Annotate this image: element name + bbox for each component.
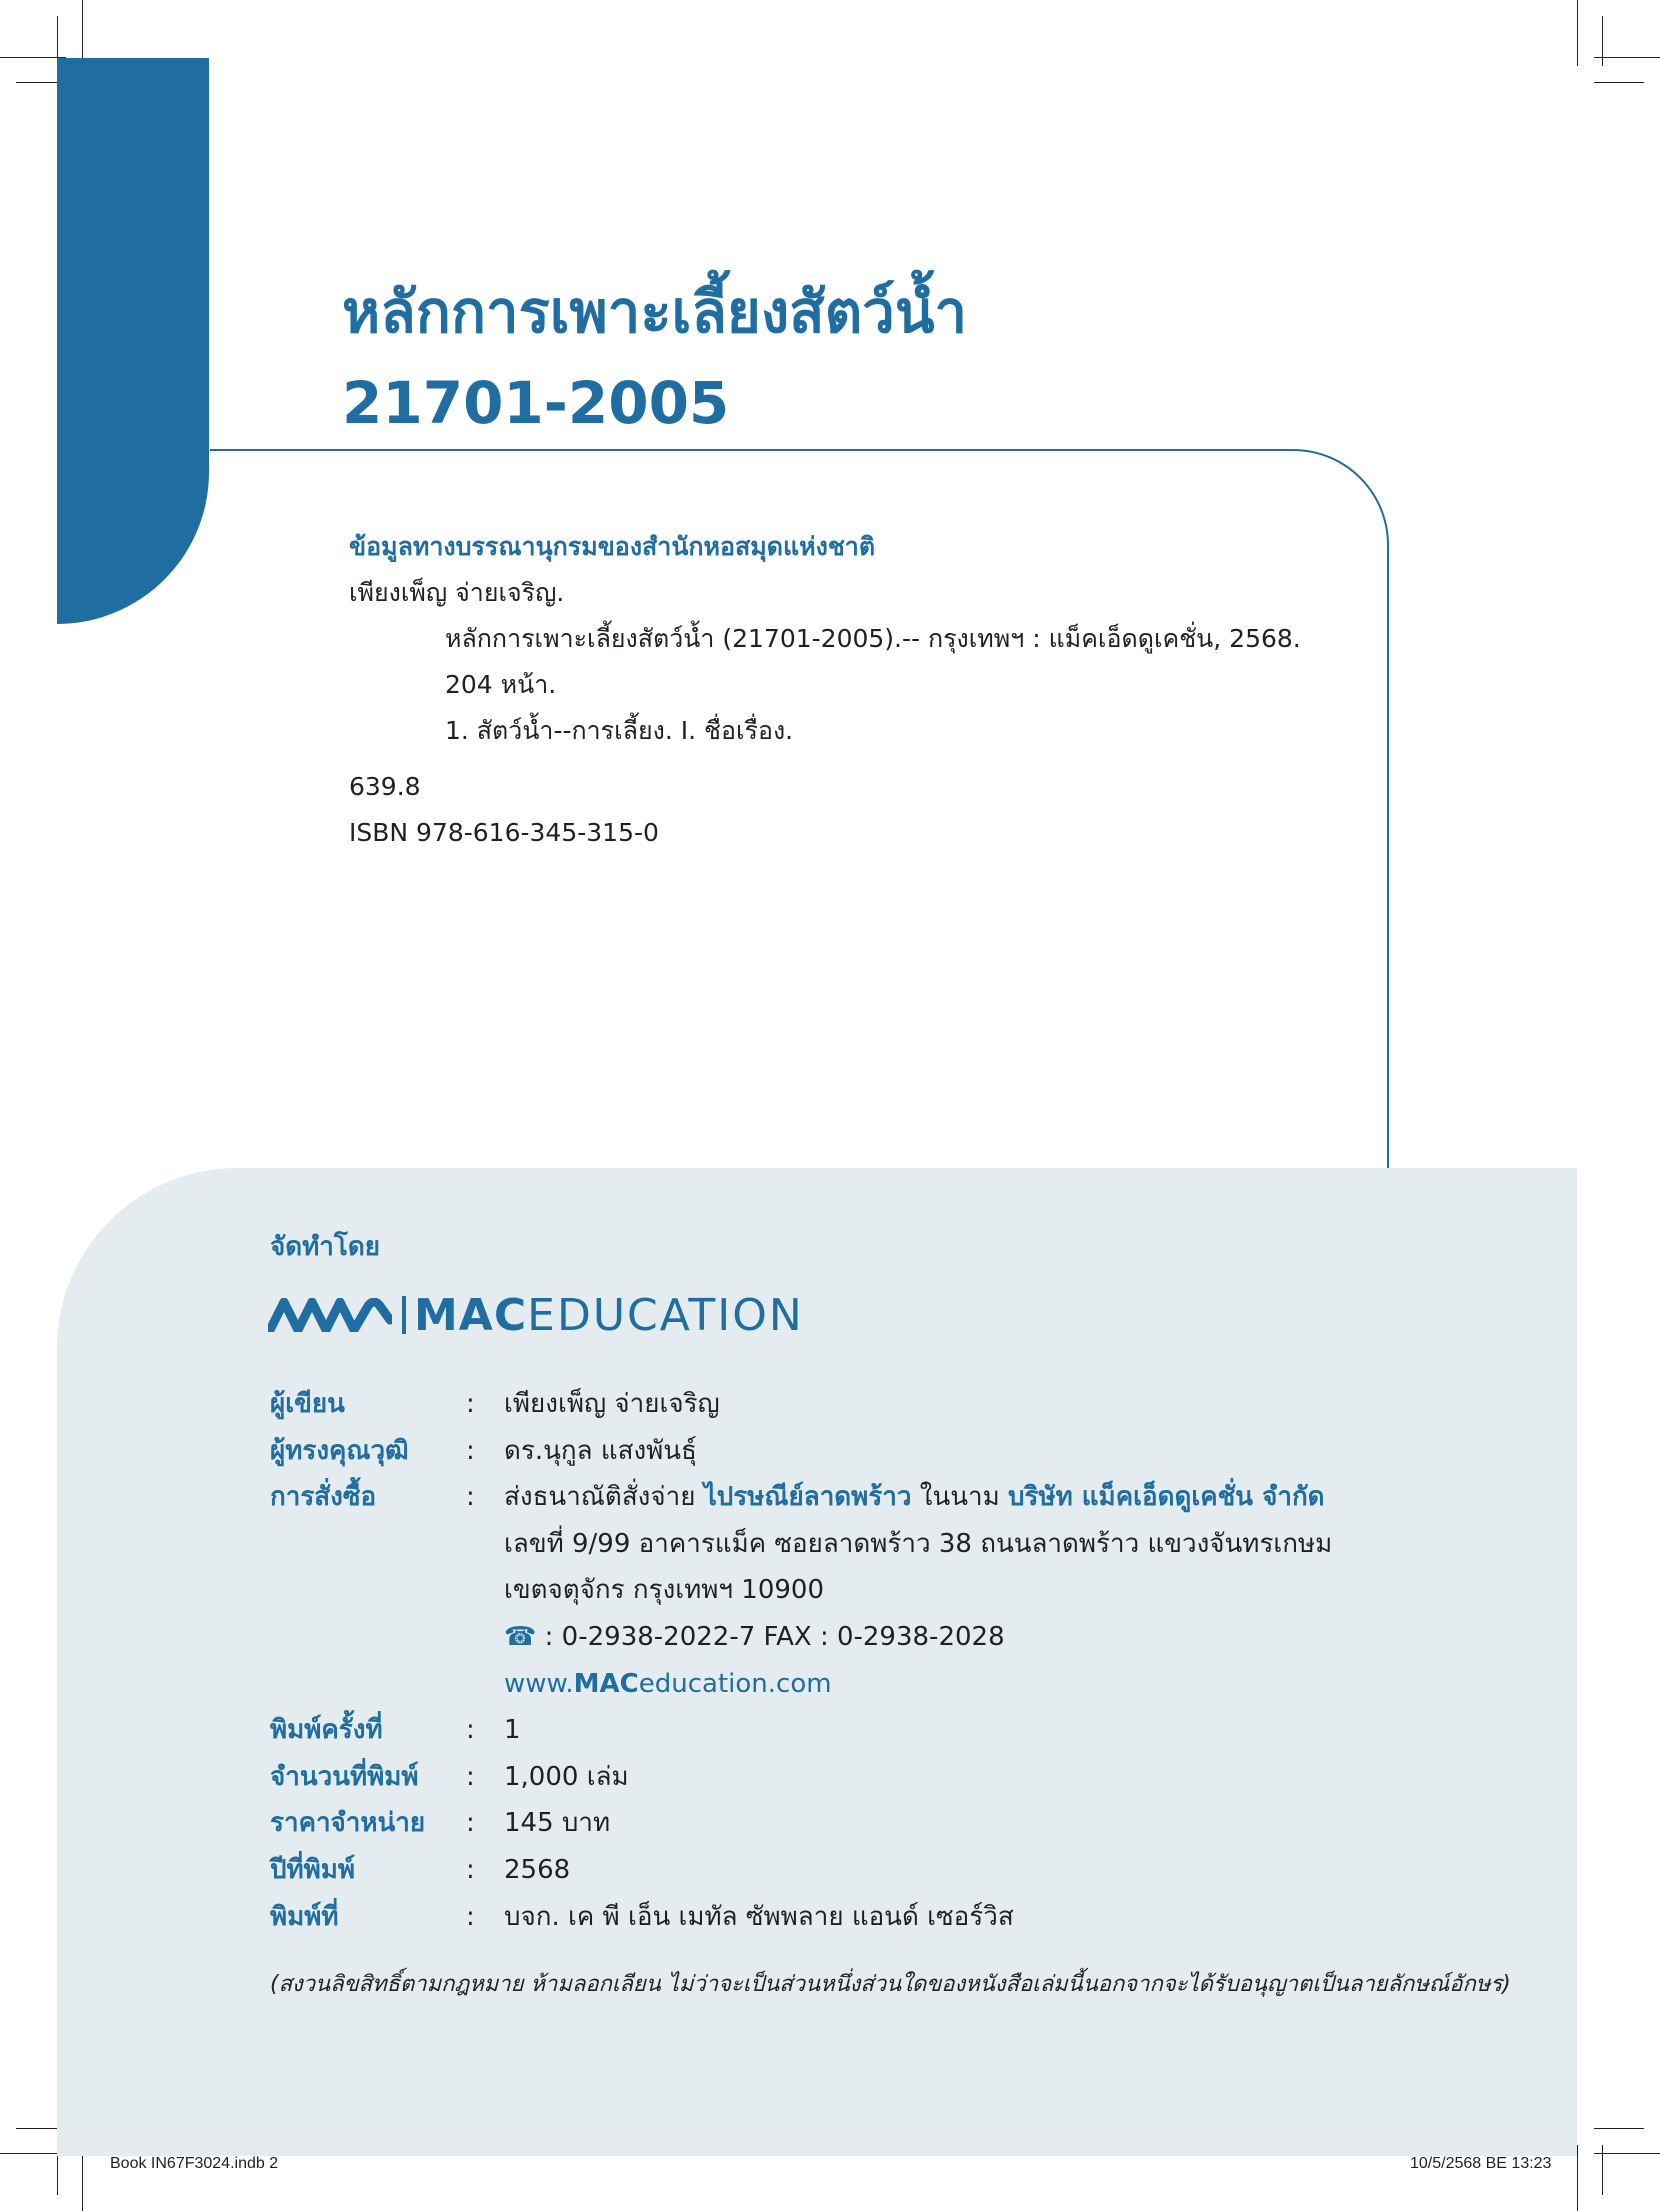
detail-label: พิมพ์ครั้งที่ (270, 1715, 383, 1746)
detail-colon: : (466, 1761, 475, 1792)
detail-label: ราคาจำหน่าย (270, 1808, 426, 1839)
detail-label: พิมพ์ที่ (270, 1901, 339, 1932)
detail-label: ปีที่พิมพ์ (270, 1854, 356, 1885)
detail-row-expert (270, 1428, 1332, 1475)
detail-row-address (270, 1521, 1332, 1568)
cip-classification: 639.8 (349, 772, 421, 801)
phone-fax: : 0-2938-2022-7 FAX : 0-2938-2028 (544, 1621, 1005, 1652)
cip-block (349, 524, 1301, 856)
detail-colon: : (466, 1854, 475, 1885)
detail-colon: : (466, 1808, 475, 1839)
footer-timestamp: 10/5/2568 BE 13:23 (1410, 2155, 1552, 2172)
detail-label: จำนวนที่พิมพ์ (270, 1761, 419, 1792)
detail-row-edition (270, 1707, 1332, 1754)
order-text: ในนาม (911, 1482, 1008, 1513)
detail-row-price (270, 1800, 1332, 1847)
cip-isbn: ISBN 978-616-345-315-0 (349, 818, 659, 847)
detail-label: ผู้ทรงคุณวุฒิ (270, 1435, 409, 1466)
detail-colon: : (466, 1901, 475, 1932)
post-office-name: ไปรษณีย์ลาดพร้าว (703, 1482, 912, 1513)
course-code: 21701-2005 (342, 369, 730, 437)
crop-mark (1594, 2128, 1644, 2129)
detail-colon: : (466, 1435, 475, 1466)
telephone-icon: ☎ (504, 1621, 537, 1652)
macedu-logo (268, 1290, 804, 1340)
detail-value: 2568 (504, 1854, 571, 1885)
crop-mark (82, 0, 83, 66)
website-prefix: www. (504, 1668, 574, 1699)
crop-mark (1602, 16, 1603, 66)
crop-mark (1594, 2153, 1660, 2154)
detail-value (504, 1474, 1325, 1521)
crop-mark (1594, 57, 1660, 58)
footer-file-info: Book IN67F3024.indb 2 (110, 2155, 279, 2172)
order-text: ส่งธนาณัติสั่งจ่าย (504, 1482, 704, 1513)
cip-line: หลักการเพาะเลี้ยงสัตว์น้ำ (21701-2005).-- กรุงเทพฯ : แม็คเอ็ดดูเคชั่น, 2568. (445, 624, 1301, 653)
detail-row-address (270, 1567, 1332, 1614)
website-suffix: education.com (638, 1668, 832, 1699)
cip-author: เพียงเพ็ญ จ่ายเจริญ. (349, 578, 565, 607)
logo-education-text: EDUCATION (527, 1289, 804, 1341)
cip-line: 204 หน้า. (445, 670, 557, 699)
address-line: เลขที่ 9/99 อาคารแม็ค ซอยลาดพร้าว 38 ถนนลาดพร้าว แขวงจันทรเกษม (504, 1528, 1333, 1559)
logo-divider (402, 1296, 406, 1334)
detail-value: บจก. เค พี เอ็น เมทัล ซัพพลาย แอนด์ เซอร์วิส (504, 1901, 1014, 1932)
detail-value: 1,000 เล่ม (504, 1761, 629, 1792)
detail-value: 1 (504, 1715, 521, 1746)
detail-colon: : (466, 1715, 475, 1746)
address-line: เขตจตุจักร กรุงเทพฯ 10900 (504, 1575, 825, 1606)
cip-line: 1. สัตว์น้ำ--การเลี้ยง. I. ชื่อเรื่อง. (445, 716, 794, 745)
detail-value: 145 บาท (504, 1808, 611, 1839)
website-mac: MAC (573, 1668, 639, 1699)
crop-mark (1577, 0, 1578, 66)
logo-mac-text: MAC (414, 1289, 528, 1341)
detail-row-copies (270, 1754, 1332, 1801)
company-name: บริษัท แม็คเอ็ดดูเคชั่น จำกัด (1008, 1482, 1325, 1513)
crop-mark (1577, 2145, 1578, 2211)
detail-value: ดร.นุกูล แสงพันธุ์ (504, 1435, 697, 1466)
detail-label: การสั่งซื้อ (270, 1482, 377, 1513)
detail-label: ผู้เขียน (270, 1389, 345, 1419)
prepared-by-label: จัดทำโดย (270, 1232, 380, 1262)
copyright-notice: (สงวนลิขสิทธิ์ตามกฎหมาย ห้ามลอกเลียน ไม่ว่าจะเป็นส่วนหนึ่งส่วนใดของหนังสือเล่มนี้นอกจากจะได้รับอนุญาตเป็นลายลักษณ์อักษร) (270, 1972, 1511, 1997)
cip-heading: ข้อมูลทางบรรณานุกรมของสำนักหอสมุดแห่งชาติ (349, 532, 876, 561)
mac-wave-icon (268, 1298, 392, 1332)
detail-row-printer (270, 1894, 1332, 1941)
detail-row-year (270, 1847, 1332, 1894)
detail-colon: : (466, 1389, 475, 1419)
detail-row-website (270, 1661, 1332, 1708)
crop-mark (1594, 82, 1644, 83)
blue-corner-tab (57, 58, 209, 624)
detail-value: เพียงเพ็ญ จ่ายเจริญ (504, 1389, 720, 1419)
website (504, 1661, 832, 1708)
detail-row-author (270, 1381, 1332, 1428)
crop-mark (1602, 2145, 1603, 2195)
publisher-details (270, 1381, 1332, 1940)
detail-row-phone (270, 1614, 1332, 1661)
detail-row-order (270, 1474, 1332, 1521)
book-title: หลักการเพาะเลี้ยงสัตว์น้ำ (342, 278, 968, 346)
detail-colon: : (466, 1482, 475, 1513)
